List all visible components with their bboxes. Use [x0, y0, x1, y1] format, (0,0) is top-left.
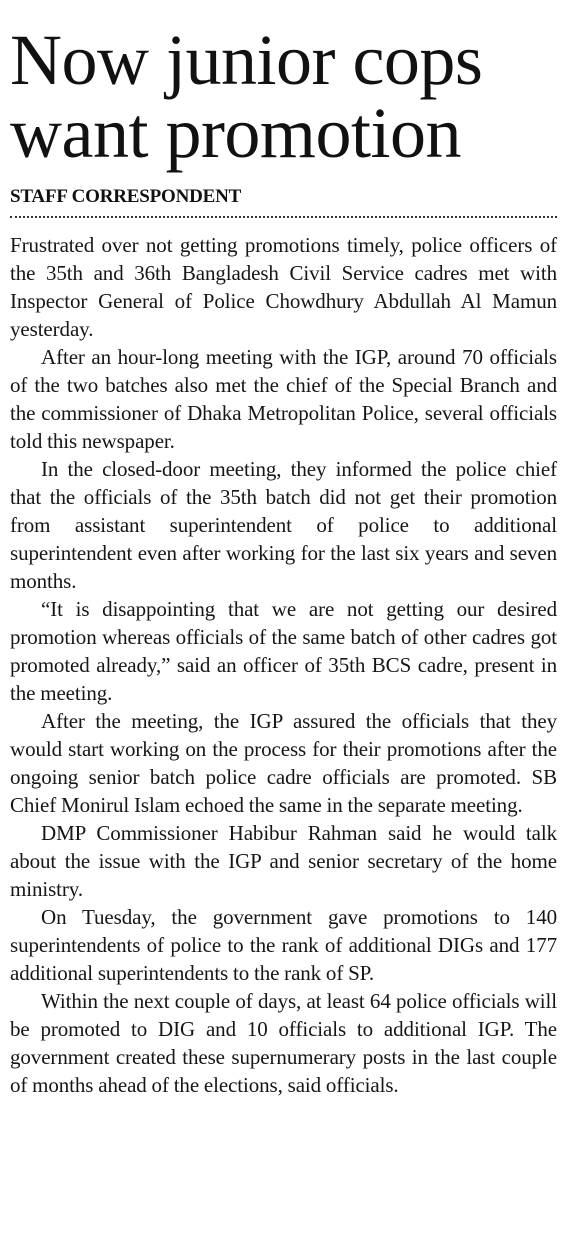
headline-line-1: Now junior cops: [10, 20, 483, 100]
paragraph-6: DMP Commissioner Habibur Rahman said he would talk about the issue with the IGP and senior secretary of the home ministry.: [10, 821, 557, 901]
dotted-divider: [10, 216, 557, 218]
headline: [10, 0, 557, 173]
paragraph-5: After the meeting, the IGP assured the officials that they would start working on the process for their promotions after the ongoing senior batch police cadre officials are promoted. SB Chief Monirul Islam echoed the same in the separate meeting.: [10, 709, 557, 817]
headline-line-2: want promotion: [10, 93, 461, 173]
paragraph-4: “It is disappointing that we are not getting our desired promotion whereas officials of the same batch of other cadres got promoted already,” said an officer of 35th BCS cadre, present in the meeting.: [10, 597, 557, 705]
paragraph-3: In the closed-door meeting, they informed the police chief that the officials of the 35th batch did not get their promotion from assistant superintendent of police to additional superintendent even after working for the last six years and seven months.: [10, 457, 557, 593]
news-article: [10, 0, 557, 1099]
paragraph-7: On Tuesday, the government gave promotions to 140 superintendents of police to the rank of additional DIGs and 177 additional superintendents to the rank of SP.: [10, 905, 557, 985]
article-body: [10, 231, 557, 1099]
paragraph-2: After an hour-long meeting with the IGP, around 70 officials of the two batches also met the chief of the Special Branch and the commissioner of Dhaka Metropolitan Police, several officials told this newspaper.: [10, 345, 557, 453]
paragraph-8: Within the next couple of days, at least 64 police officials will be promoted to DIG and 10 officials to additional IGP. The government created these supernumerary posts in the last couple of months ahead of the elections, said officials.: [10, 989, 557, 1097]
paragraph-1: Frustrated over not getting promotions timely, police officers of the 35th and 36th Bangladesh Civil Service cadres met with Inspector General of Police Chowdhury Abdullah Al Mamun yesterday.: [10, 233, 557, 341]
byline: STAFF CORRESPONDENT: [10, 186, 242, 207]
